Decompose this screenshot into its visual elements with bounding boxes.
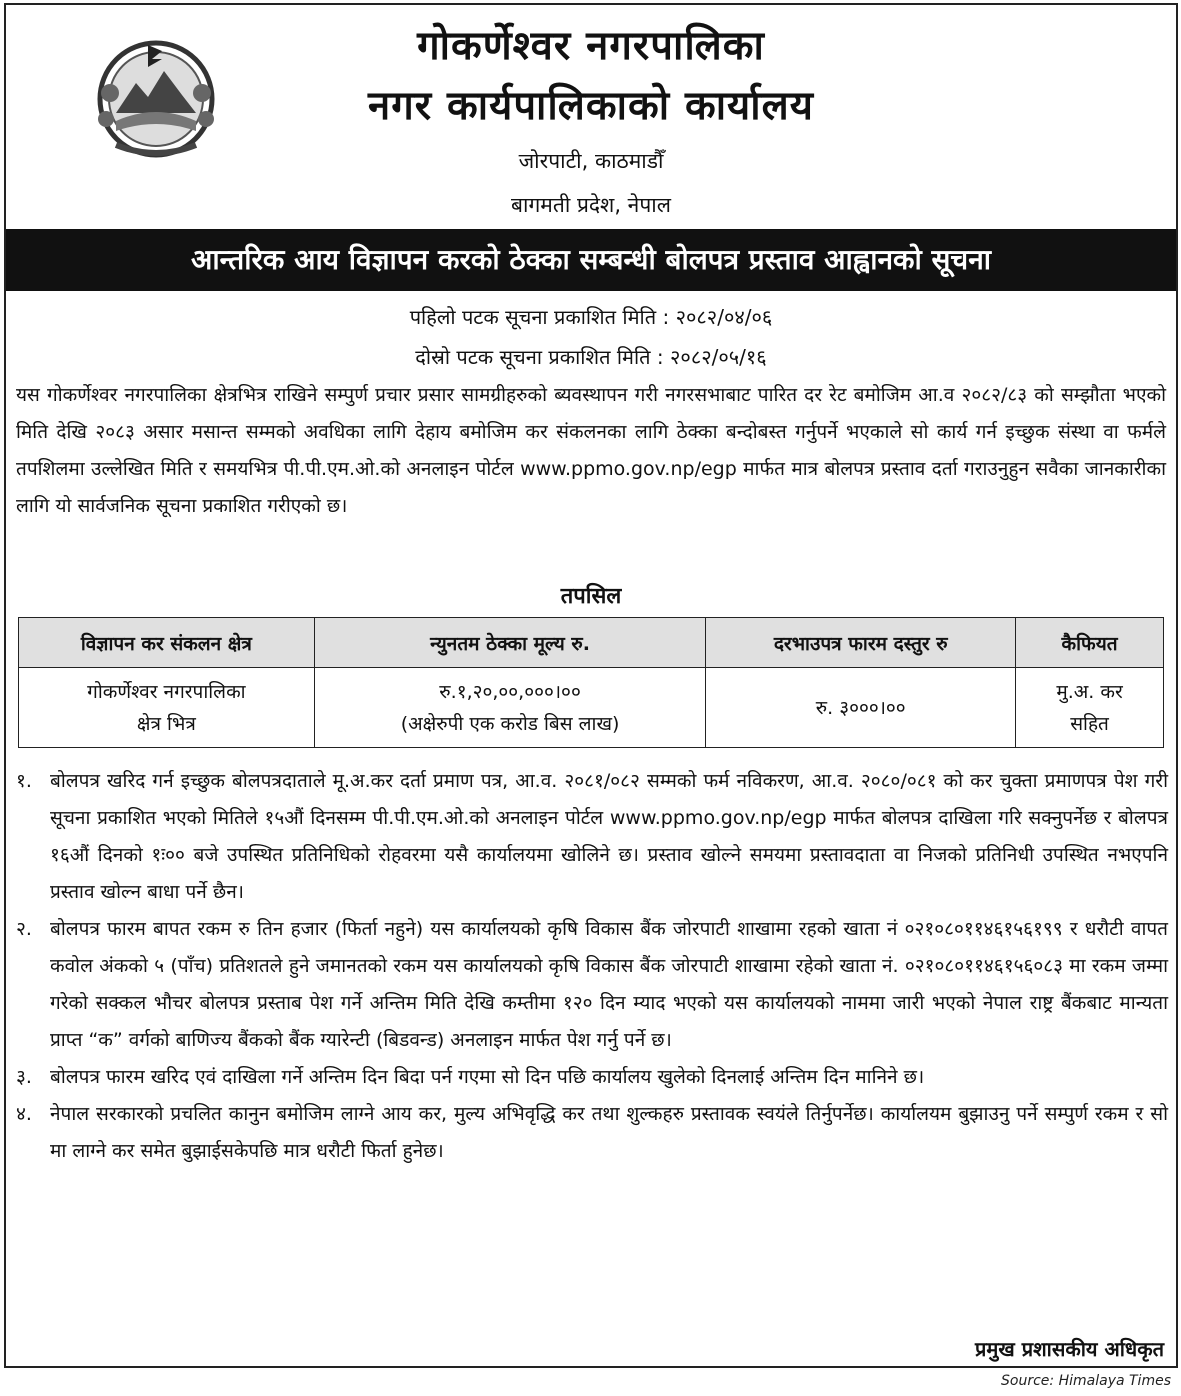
office-name: नगर कार्यपालिकाको कार्यालय: [368, 83, 814, 129]
table-header-row: [19, 618, 1164, 668]
cell-area-line-2: क्षेत्र भित्र: [136, 712, 196, 735]
table-caption: तपसिल: [560, 584, 622, 609]
org-name: गोकर्णेश्वर नगरपालिका: [417, 23, 765, 69]
col-header-remarks: कैफियत: [1016, 618, 1164, 668]
signature: प्रमुख प्रशासकीय अधिकृत: [975, 1337, 1164, 1361]
col-header-form-fee: दरभाउपत्र फारम दस्तुर रु: [706, 618, 1016, 668]
list-item-number: ३.: [16, 1066, 32, 1088]
cell-form-fee: रु. ३०००।००: [706, 668, 1016, 748]
cell-remarks-line-2: सहित: [1070, 712, 1109, 735]
list-item: [16, 1059, 1168, 1096]
second-publication-label: दोस्रो पटक सूचना प्रकाशित मिति: [415, 345, 651, 369]
intro-paragraph: यस गोकर्णेश्वर नगरपालिका क्षेत्रभित्र राखिने सम्पुर्ण प्रचार प्रसार सामग्रीहरुको ब्यवस्थापन गरी नगरसभाबाट पारित दर रेट बमोजिम आ.व २०८२/८३ को सम्झौता भएको मिति देखि २०८३ असार मसान्त सम्मको अवधिका लागि देहाय बमोजिम कर संकलनका लागि ठेक्का बन्दोबस्त गर्नुपर्ने भएकाले सो कार्य गर्न इच्छुक संस्था वा फर्मले तपशिलमा उल्लेखित मिति र समयभित्र पी.पी.एम.ओ.को अनलाइन पोर्टल www.ppmo.gov.np/egp मार्फत मात्र बोलपत्र प्रस्ताव दर्ता गराउनुहुन सवैका जानकारीका लागि यो सार्वजनिक सूचना प्रकाशित गरीएको छ।: [16, 384, 1166, 517]
notice-header: [6, 5, 1176, 229]
first-publication-value: २०८२/०४/०६: [675, 305, 773, 329]
list-item-text: बोलपत्र खरिद गर्न इच्छुक बोलपत्रदाताले मू.अ.कर दर्ता प्रमाण पत्र, आ.व. २०८१/०८२ सम्मको फर्म नविकरण, आ.व. २०८०/०८१ को कर चुक्ता प्रमाणपत्र पेश गरी सूचना प्रकाशित भएको मितिले १५औं दिनसम्म पी.पी.एम.ओ.को अनलाइन पोर्टल www.ppmo.gov.np/egp मार्फत बोलपत्र दाखिला गरि सक्नुपर्नेछ र बोलपत्र १६औं दिनको १ः०० बजे उपस्थित प्रतिनिधिको रोहवरमा यसै कार्यालयमा खोलिने छ। प्रस्ताव खोल्ने समयमा प्रस्तावदाता वा निजको प्रतिनिधी उपस्थित नभएपनि प्रस्ताव खोल्न बाधा पर्ने छैन।: [50, 770, 1168, 903]
list-item: [16, 911, 1168, 1059]
cell-remarks-line-1: मु.अ. कर: [1056, 680, 1123, 703]
list-item-number: २.: [16, 918, 32, 940]
cell-min-price-line-2: (अक्षेरुपी एक करोड बिस लाख): [400, 712, 620, 735]
list-item-text: बोलपत्र फारम खरिद एवं दाखिला गर्ने अन्तिम दिन बिदा पर्न गएमा सो दिन पछि कार्यालय खुलेको दिनलाई अन्तिम दिन मानिने छ।: [50, 1066, 925, 1088]
address-line-1: जोरपाटी, काठमाडौँ: [518, 149, 664, 173]
table-row: [19, 668, 1164, 748]
first-publication-label: पहिलो पटक सूचना प्रकाशित मिति: [409, 305, 657, 329]
details-table: [18, 617, 1164, 748]
list-item-text: बोलपत्र फारम बापत रकम रु तिन हजार (फिर्ता नहुने) यस कार्यालयको कृषि विकास बैंक जोरपाटी शाखामा रहको खाता नं ०२१०८०११४६१५६१९९ र धरौटी वापत कवोल अंकको ५ (पाँच) प्रतिशतले हुने जमानतको रकम यस कार्यालयको कृषि विकास बैंक जोरपाटी शाखामा रहेको खाता नं. ०२१०८०११४६१५६०८३ मा रकम जम्मा गरेको सक्कल भौचर बोलपत्र प्रस्ताब पेश गर्ने अन्तिम मिति देखि कम्तीमा १२० दिन म्याद भएको यस कार्यालयको नाममा जारी भएको नेपाल राष्ट्र बैंकबाट मान्यता प्राप्त “क” वर्गको बाणिज्य बैंकको बैंक ग्यारेन्टी (बिडवन्ड) अनलाइन मार्फत पेश गर्नु पर्ने छ।: [50, 918, 1168, 1051]
list-item: [16, 1096, 1168, 1170]
notice-title: आन्तरिक आय विज्ञापन करको ठेक्का सम्बन्धी बोलपत्र प्रस्ताव आह्वानको सूचना: [6, 229, 1176, 291]
conditions-list: [16, 763, 1168, 1170]
notice-frame: [4, 3, 1178, 1368]
list-item-number: १.: [16, 770, 32, 792]
cell-area-line-1: गोकर्णेश्वर नगरपालिका: [87, 680, 246, 703]
source-credit: Source: Himalaya Times: [1001, 1373, 1171, 1389]
col-header-min-price: न्युनतम ठेक्का मूल्य रु.: [314, 618, 706, 668]
cell-remarks: [1016, 668, 1164, 748]
cell-min-price-line-1: रु.१,२०,००,०००।००: [439, 680, 581, 703]
cell-min-price: [314, 668, 706, 748]
list-item: [16, 763, 1168, 911]
list-item-text: नेपाल सरकारको प्रचलित कानुन बमोजिम लाग्ने आय कर, मुल्य अभिवृद्धि कर तथा शुल्कहरु प्रस्तावक स्वयंले तिर्नुपर्नेछ। कार्यालयम बुझाउनु पर्ने सम्पुर्ण रकम र सो मा लाग्ने कर समेत बुझाईसकेपछि मात्र धरौटी फिर्ता हुनेछ।: [50, 1103, 1168, 1162]
first-publication-date: पहिलो पटक सूचना प्रकाशित मिति : २०८२/०४/०६: [409, 305, 773, 329]
cell-area: [19, 668, 315, 748]
address-line-2: बागमती प्रदेश, नेपाल: [511, 193, 671, 217]
second-publication-date: दोस्रो पटक सूचना प्रकाशित मिति : २०८२/०५/१६: [415, 345, 767, 369]
list-item-number: ४.: [16, 1103, 32, 1125]
second-publication-value: २०८२/०५/१६: [670, 345, 767, 369]
col-header-area: विज्ञापन कर संकलन क्षेत्र: [19, 618, 315, 668]
